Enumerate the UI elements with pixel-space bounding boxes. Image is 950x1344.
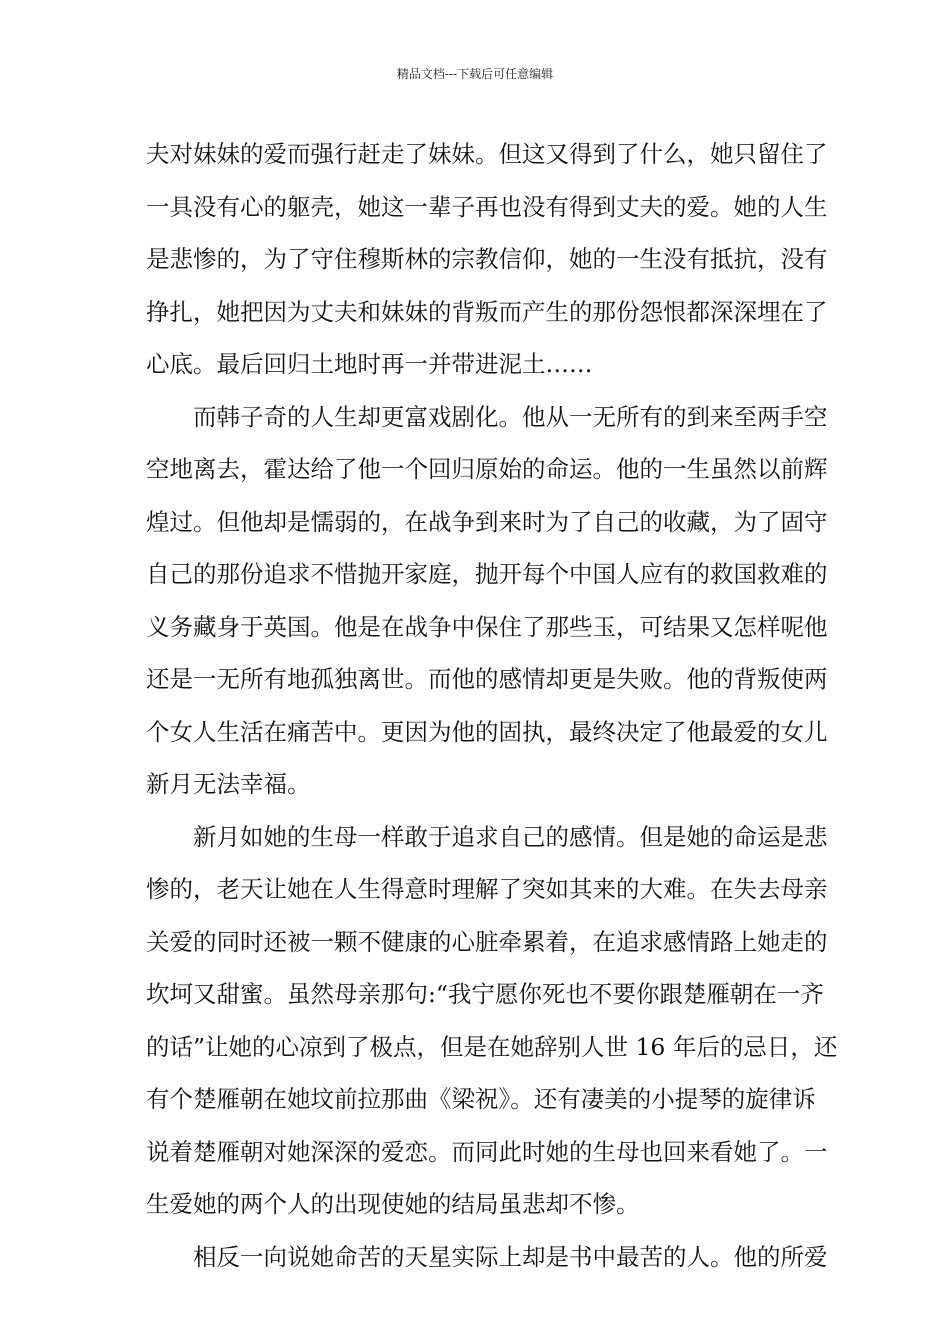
text-line: 相反一向说她命苦的天星实际上却是书中最苦的人。他的所爱	[193, 1242, 828, 1271]
text-line: 挣扎，她把因为丈夫和妹妹的背叛而产生的那份怨恨都深深埋在了	[146, 297, 828, 326]
paragraph	[146, 397, 828, 817]
text-line: 新月无法幸福。	[146, 770, 311, 798]
text-line: 义务藏身于英国。他是在战争中保住了那些玉，可结果又怎样呢他	[146, 612, 828, 641]
text-line: 而韩子奇的人生却更富戏剧化。他从一无所有的到来至两手空	[193, 402, 828, 431]
text-line: 是悲惨的，为了守住穆斯林的宗教信仰，她的一生没有抵抗，没有	[146, 245, 828, 273]
text-line: 夫对妹妹的爱而强行赶走了妹妹。但这又得到了什么，她只留住了	[146, 140, 828, 168]
text-line: 有个楚雁朝在她坟前拉那曲《梁祝》。还有凄美的小提琴的旋律诉	[146, 1085, 816, 1113]
document-body	[146, 134, 838, 1289]
text-line: 个女人生活在痛苦中。更因为他的固执，最终决定了他最爱的女儿	[146, 717, 828, 746]
text-line: 自己的那份追求不惜抛开家庭，抛开每个中国人应有的救国救难的	[146, 560, 828, 588]
text-line: 说着楚雁朝对她深深的爱恋。而同此时她的生母也回来看她了。一	[146, 1137, 828, 1166]
paragraph	[146, 817, 838, 1237]
text-line: 坎坷又甜蜜。虽然母亲那句:“我宁愿你死也不要你跟楚雁朝在一齐	[146, 980, 824, 1008]
text-line: 煌过。但他却是懦弱的，在战争到来时为了自己的收藏，为了固守	[146, 507, 828, 536]
text-line: 新月如她的生母一样敢于追求自己的感情。但是她的命运是悲	[193, 822, 828, 851]
text-line: 一具没有心的躯壳，她这一辈子再也没有得到丈夫的爱。她的人生	[146, 192, 828, 221]
page-header: 精品文档---下载后可任意编辑	[396, 67, 554, 81]
text-line: 空地离去，霍达给了他一个回归原始的命运。他的一生虽然以前辉	[146, 455, 828, 483]
paragraph	[146, 1237, 828, 1290]
text-line: 关爱的同时还被一颗不健康的心脏牵累着，在追求感情路上她走的	[146, 927, 828, 956]
text-line: 惨的，老天让她在人生得意时理解了突如其来的大难。在失去母亲	[146, 875, 828, 903]
text-line: 心底。最后回归土地时再一并带进泥土……	[146, 350, 593, 378]
text-line: 生爱她的两个人的出现使她的结局虽悲却不惨。	[146, 1190, 640, 1218]
text-line: 的话”让她的心凉到了极点，但是在她辞别人世 16 年后的忌日，还	[146, 1032, 838, 1061]
text-line: 还是一无所有地孤独离世。而他的感情却更是失败。他的背叛使两	[146, 665, 828, 693]
paragraph	[146, 134, 828, 397]
